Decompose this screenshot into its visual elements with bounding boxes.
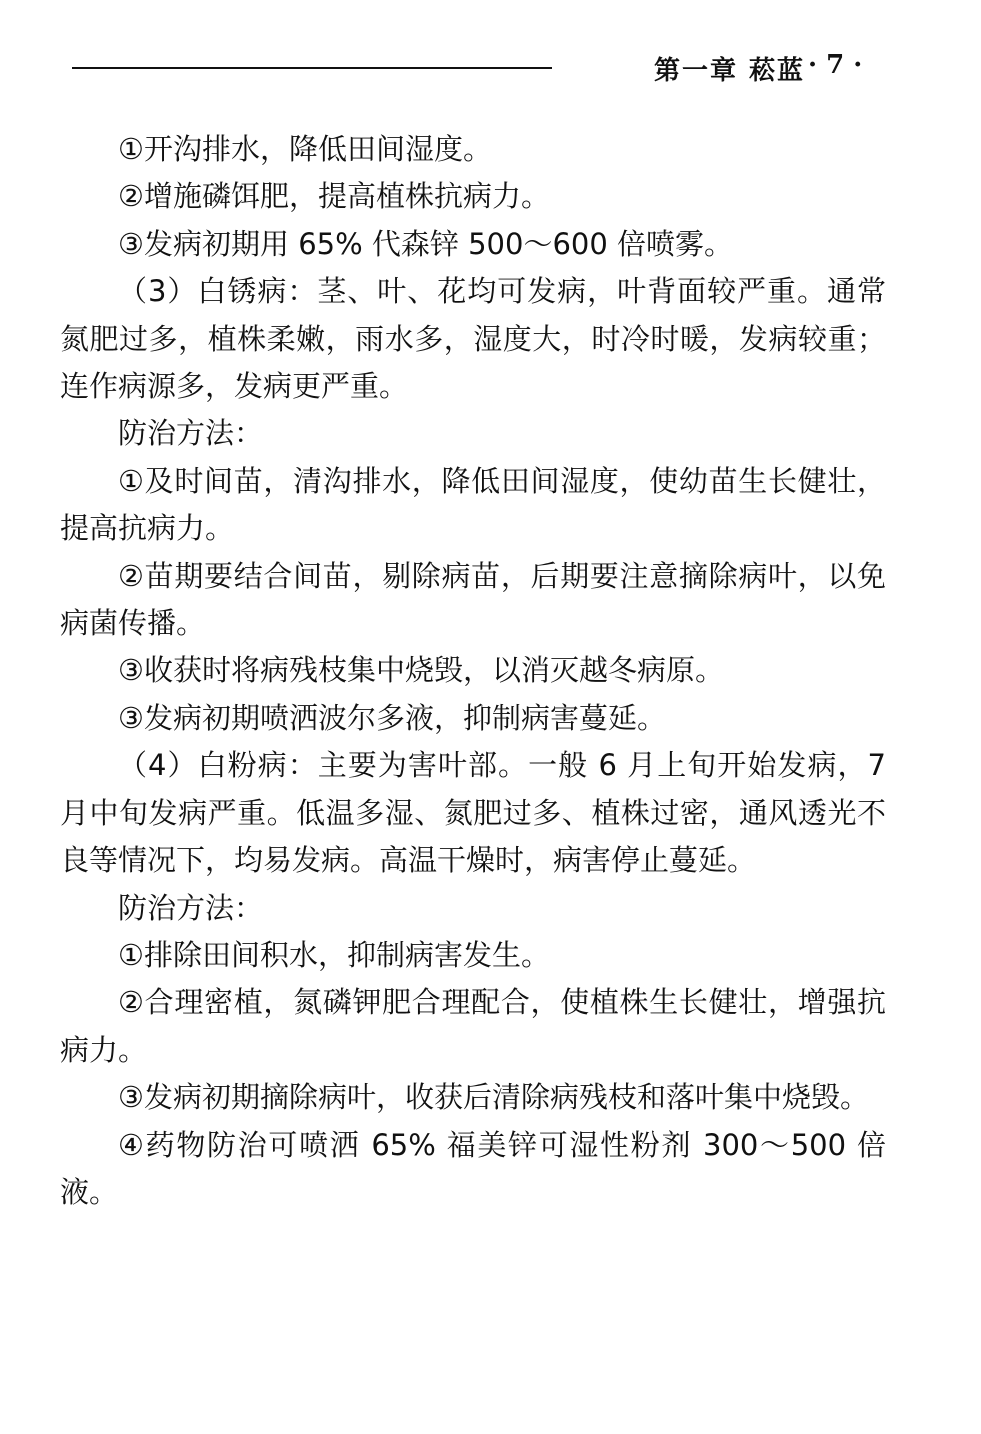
paragraph: （3）白锈病：茎、叶、花均可发病，叶背面较严重。通常氮肥过多，植株柔嫩，雨水多，湿度大，时冷时暖，发病较重；连作病源多，发病更严重。 xyxy=(60,274,886,404)
paragraph: ④药物防治可喷洒 65% 福美锌可湿性粉剂 300～500 倍液。 xyxy=(60,1127,886,1209)
paragraph: ①排除田间积水，抑制病害发生。 xyxy=(118,937,550,972)
chapter-title: 第一章 菘蓝 xyxy=(654,56,806,86)
body-text xyxy=(60,126,886,1216)
paragraph: ②合理密植，氮磷钾肥合理配合，使植株生长健壮，增强抗病力。 xyxy=(60,985,886,1067)
header-rule xyxy=(72,67,552,69)
paragraph: 防治方法： xyxy=(118,416,264,451)
paragraph: ②增施磷饵肥，提高植株抗病力。 xyxy=(118,179,550,214)
page-number: · 7 · xyxy=(808,50,863,80)
paragraph: ③发病初期摘除病叶，收获后清除病残枝和落叶集中烧毁。 xyxy=(118,1080,869,1115)
paragraph: ①及时间苗，清沟排水，降低田间湿度，使幼苗生长健壮，提高抗病力。 xyxy=(60,463,886,546)
paragraph: ③收获时将病残枝集中烧毁，以消灭越冬病原。 xyxy=(118,653,724,688)
paragraph: ③发病初期用 65% 代森锌 500～600 倍喷雾。 xyxy=(118,226,734,261)
paragraph: ①开沟排水，降低田间湿度。 xyxy=(118,132,492,166)
paragraph: ③发病初期喷洒波尔多液，抑制病害蔓延。 xyxy=(118,700,666,735)
paragraph: （4）白粉病：主要为害叶部。一般 6 月上旬开始发病，7 月中旬发病严重。低温多湿、氮肥过多、植株过密，通风透光不良等情况下，均易发病。高温干燥时，病害停止蔓延。 xyxy=(60,748,886,878)
page-header xyxy=(72,48,863,88)
paragraph: 防治方法： xyxy=(118,890,264,925)
paragraph: ②苗期要结合间苗，剔除病苗，后期要注意摘除病叶，以免病菌传播。 xyxy=(60,558,886,641)
